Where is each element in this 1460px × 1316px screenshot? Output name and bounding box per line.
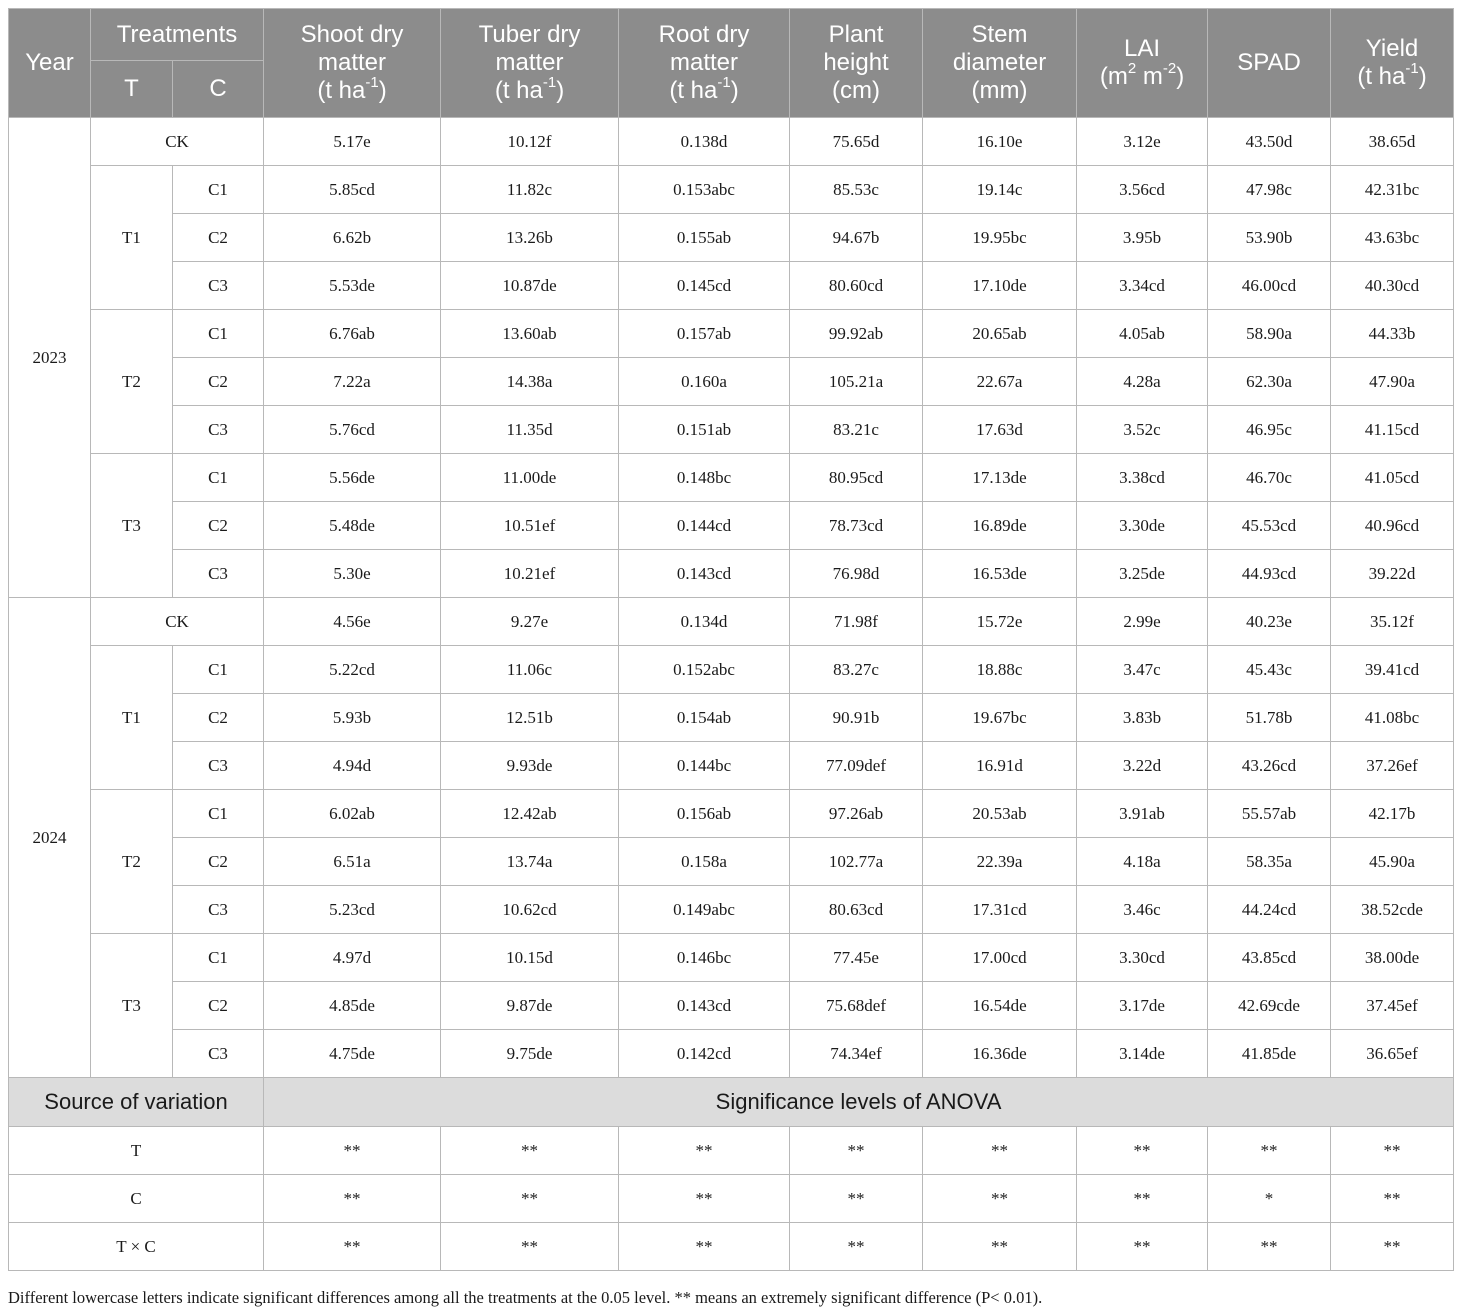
data-cell: 5.56de bbox=[264, 454, 441, 502]
data-cell: 19.95bc bbox=[923, 214, 1077, 262]
anova-header-row bbox=[9, 1078, 1454, 1127]
data-cell: 16.54de bbox=[923, 982, 1077, 1030]
data-cell: 0.151ab bbox=[619, 406, 790, 454]
data-cell: 6.02ab bbox=[264, 790, 441, 838]
anova-sig-cell: ** bbox=[1208, 1127, 1331, 1175]
anova-sig-cell: ** bbox=[1077, 1223, 1208, 1271]
data-cell: 16.36de bbox=[923, 1030, 1077, 1078]
header-stem-line1: Stem bbox=[971, 21, 1028, 48]
data-cell: 4.28a bbox=[1077, 358, 1208, 406]
header-yield-line1: Yield bbox=[1365, 35, 1419, 62]
data-cell: 41.08bc bbox=[1331, 694, 1454, 742]
table-container bbox=[8, 8, 1453, 1271]
data-cell: 80.60cd bbox=[790, 262, 923, 310]
data-cell: 11.35d bbox=[441, 406, 619, 454]
data-cell: 3.56cd bbox=[1077, 166, 1208, 214]
table-row bbox=[9, 550, 1454, 598]
data-cell: 16.10e bbox=[923, 118, 1077, 166]
data-cell: 10.12f bbox=[441, 118, 619, 166]
table-row bbox=[9, 694, 1454, 742]
header-yield-unit: (t $ha^{-1}$) bbox=[1357, 60, 1427, 90]
data-cell: 16.53de bbox=[923, 550, 1077, 598]
data-cell: 75.68def bbox=[790, 982, 923, 1030]
data-cell: 40.96cd bbox=[1331, 502, 1454, 550]
treatment-c-cell: C3 bbox=[173, 550, 264, 598]
data-cell: 3.30de bbox=[1077, 502, 1208, 550]
table-row bbox=[9, 646, 1454, 694]
anova-sig-cell: ** bbox=[923, 1175, 1077, 1223]
data-cell: 11.00de bbox=[441, 454, 619, 502]
data-cell: 0.157ab bbox=[619, 310, 790, 358]
data-cell: 0.143cd bbox=[619, 550, 790, 598]
header-stem-diameter bbox=[923, 9, 1077, 118]
data-cell: 10.21ef bbox=[441, 550, 619, 598]
treatment-t-cell: T3 bbox=[91, 454, 173, 598]
data-cell: 10.87de bbox=[441, 262, 619, 310]
data-cell: 3.14de bbox=[1077, 1030, 1208, 1078]
data-cell: 4.97d bbox=[264, 934, 441, 982]
treatment-t-cell: T1 bbox=[91, 646, 173, 790]
data-cell: 39.41cd bbox=[1331, 646, 1454, 694]
treatment-c-cell: C3 bbox=[173, 886, 264, 934]
data-cell: 71.98f bbox=[790, 598, 923, 646]
data-cell: 80.95cd bbox=[790, 454, 923, 502]
data-cell: 105.21a bbox=[790, 358, 923, 406]
data-cell: 16.89de bbox=[923, 502, 1077, 550]
data-cell: 77.09def bbox=[790, 742, 923, 790]
data-cell: 45.90a bbox=[1331, 838, 1454, 886]
data-cell: 0.158a bbox=[619, 838, 790, 886]
year-cell: 2024 bbox=[9, 598, 91, 1078]
table-row bbox=[9, 262, 1454, 310]
data-cell: 4.56e bbox=[264, 598, 441, 646]
data-cell: 0.134d bbox=[619, 598, 790, 646]
table-row bbox=[9, 358, 1454, 406]
data-cell: 3.95b bbox=[1077, 214, 1208, 262]
data-cell: 38.65d bbox=[1331, 118, 1454, 166]
data-cell: 20.65ab bbox=[923, 310, 1077, 358]
treatment-ck-cell: CK bbox=[91, 118, 264, 166]
data-cell: 0.143cd bbox=[619, 982, 790, 1030]
data-cell: 41.15cd bbox=[1331, 406, 1454, 454]
data-cell: 6.76ab bbox=[264, 310, 441, 358]
data-cell: 53.90b bbox=[1208, 214, 1331, 262]
data-cell: 6.51a bbox=[264, 838, 441, 886]
data-cell: 0.148bc bbox=[619, 454, 790, 502]
treatment-t-cell: T1 bbox=[91, 166, 173, 310]
anova-sig-cell: ** bbox=[923, 1223, 1077, 1271]
data-cell: 37.26ef bbox=[1331, 742, 1454, 790]
header-lai bbox=[1077, 9, 1208, 118]
data-cell: 0.144bc bbox=[619, 742, 790, 790]
data-cell: 85.53c bbox=[790, 166, 923, 214]
anova-sig-cell: ** bbox=[264, 1175, 441, 1223]
data-cell: 43.26cd bbox=[1208, 742, 1331, 790]
table-row bbox=[9, 1030, 1454, 1078]
data-cell: 43.85cd bbox=[1208, 934, 1331, 982]
anova-source-cell: C bbox=[9, 1175, 264, 1223]
data-cell: 38.00de bbox=[1331, 934, 1454, 982]
data-cell: 3.46c bbox=[1077, 886, 1208, 934]
data-cell: 18.88c bbox=[923, 646, 1077, 694]
data-cell: 0.152abc bbox=[619, 646, 790, 694]
data-cell: 0.160a bbox=[619, 358, 790, 406]
data-cell: 58.35a bbox=[1208, 838, 1331, 886]
anova-sig-cell: ** bbox=[790, 1127, 923, 1175]
data-cell: 6.62b bbox=[264, 214, 441, 262]
data-cell: 99.92ab bbox=[790, 310, 923, 358]
footnote: Different lowercase letters indicate significant differences among all the treatments at the 0.05 level. ** means an extremely significant difference (P< 0.01). bbox=[8, 1288, 1043, 1307]
data-cell: 4.18a bbox=[1077, 838, 1208, 886]
table-row bbox=[9, 790, 1454, 838]
data-cell: 38.52cde bbox=[1331, 886, 1454, 934]
data-cell: 7.22a bbox=[264, 358, 441, 406]
table-row bbox=[9, 742, 1454, 790]
anova-sig-cell: ** bbox=[441, 1127, 619, 1175]
anova-sig-cell: ** bbox=[441, 1223, 619, 1271]
anova-row bbox=[9, 1127, 1454, 1175]
anova-sig-cell: ** bbox=[619, 1175, 790, 1223]
treatment-c-cell: C1 bbox=[173, 454, 264, 502]
data-cell: 74.34ef bbox=[790, 1030, 923, 1078]
header-c: C bbox=[173, 61, 264, 118]
data-cell: 0.153abc bbox=[619, 166, 790, 214]
data-cell: 15.72e bbox=[923, 598, 1077, 646]
data-cell: 42.31bc bbox=[1331, 166, 1454, 214]
data-cell: 78.73cd bbox=[790, 502, 923, 550]
data-cell: 62.30a bbox=[1208, 358, 1331, 406]
data-cell: 77.45e bbox=[790, 934, 923, 982]
data-cell: 0.149abc bbox=[619, 886, 790, 934]
data-cell: 42.69cde bbox=[1208, 982, 1331, 1030]
data-cell: 5.48de bbox=[264, 502, 441, 550]
data-cell: 4.85de bbox=[264, 982, 441, 1030]
data-cell: 44.33b bbox=[1331, 310, 1454, 358]
anova-sig-cell: ** bbox=[790, 1175, 923, 1223]
data-cell: 97.26ab bbox=[790, 790, 923, 838]
data-cell: 10.62cd bbox=[441, 886, 619, 934]
data-cell: 3.38cd bbox=[1077, 454, 1208, 502]
header-spad: SPAD bbox=[1208, 9, 1331, 118]
header-tuber-line1: Tuber dry bbox=[478, 21, 581, 48]
data-cell: 10.51ef bbox=[441, 502, 619, 550]
data-cell: 75.65d bbox=[790, 118, 923, 166]
anova-sig-cell: ** bbox=[619, 1223, 790, 1271]
data-cell: 13.60ab bbox=[441, 310, 619, 358]
data-cell: 44.93cd bbox=[1208, 550, 1331, 598]
data-cell: 47.98c bbox=[1208, 166, 1331, 214]
anova-sig-cell: ** bbox=[1331, 1127, 1454, 1175]
data-cell: 5.22cd bbox=[264, 646, 441, 694]
data-cell: 55.57ab bbox=[1208, 790, 1331, 838]
anova-sig-cell: * bbox=[1208, 1175, 1331, 1223]
data-cell: 58.90a bbox=[1208, 310, 1331, 358]
table-row bbox=[9, 406, 1454, 454]
data-cell: 0.156ab bbox=[619, 790, 790, 838]
data-cell: 102.77a bbox=[790, 838, 923, 886]
data-cell: 5.30e bbox=[264, 550, 441, 598]
header-plant-line1: Plant bbox=[828, 21, 884, 48]
data-cell: 2.99e bbox=[1077, 598, 1208, 646]
treatment-c-cell: C1 bbox=[173, 790, 264, 838]
header-t: T bbox=[91, 61, 173, 118]
data-cell: 16.91d bbox=[923, 742, 1077, 790]
data-cell: 19.14c bbox=[923, 166, 1077, 214]
header-plant-unit: (cm) bbox=[832, 77, 880, 104]
anova-significance-label: Significance levels of ANOVA bbox=[264, 1078, 1454, 1127]
data-cell: 45.43c bbox=[1208, 646, 1331, 694]
data-cell: 36.65ef bbox=[1331, 1030, 1454, 1078]
data-cell: 41.05cd bbox=[1331, 454, 1454, 502]
table-row bbox=[9, 886, 1454, 934]
data-cell: 83.27c bbox=[790, 646, 923, 694]
anova-source-cell: T bbox=[9, 1127, 264, 1175]
data-cell: 3.52c bbox=[1077, 406, 1208, 454]
data-cell: 3.25de bbox=[1077, 550, 1208, 598]
anova-row bbox=[9, 1175, 1454, 1223]
data-cell: 43.63bc bbox=[1331, 214, 1454, 262]
header-root-dry-matter bbox=[619, 9, 790, 118]
table-row bbox=[9, 214, 1454, 262]
anova-sig-cell: ** bbox=[264, 1127, 441, 1175]
data-cell: 19.67bc bbox=[923, 694, 1077, 742]
header-yield bbox=[1331, 9, 1454, 118]
table-body bbox=[9, 118, 1454, 1271]
data-cell: 40.30cd bbox=[1331, 262, 1454, 310]
data-cell: 20.53ab bbox=[923, 790, 1077, 838]
data-cell: 9.27e bbox=[441, 598, 619, 646]
treatment-c-cell: C2 bbox=[173, 694, 264, 742]
header-root-line1: Root dry bbox=[658, 21, 750, 48]
data-cell: 0.138d bbox=[619, 118, 790, 166]
table-row bbox=[9, 598, 1454, 646]
table-row bbox=[9, 310, 1454, 358]
header-plant-height bbox=[790, 9, 923, 118]
data-cell: 94.67b bbox=[790, 214, 923, 262]
data-cell: 5.93b bbox=[264, 694, 441, 742]
anova-source-cell: T × C bbox=[9, 1223, 264, 1271]
data-cell: 80.63cd bbox=[790, 886, 923, 934]
table-row bbox=[9, 118, 1454, 166]
header-shoot-line1: Shoot dry bbox=[300, 21, 404, 48]
data-cell: 3.30cd bbox=[1077, 934, 1208, 982]
header-lai-unit: ($m^2$ $m^{-2}$) bbox=[1099, 60, 1185, 90]
data-cell: 46.95c bbox=[1208, 406, 1331, 454]
header-year: Year bbox=[9, 9, 91, 118]
data-cell: 3.22d bbox=[1077, 742, 1208, 790]
data-cell: 46.70c bbox=[1208, 454, 1331, 502]
table-row bbox=[9, 502, 1454, 550]
treatment-c-cell: C1 bbox=[173, 646, 264, 694]
year-cell: 2023 bbox=[9, 118, 91, 598]
data-cell: 5.17e bbox=[264, 118, 441, 166]
table-row bbox=[9, 838, 1454, 886]
data-cell: 44.24cd bbox=[1208, 886, 1331, 934]
results-table bbox=[8, 8, 1454, 1271]
anova-sig-cell: ** bbox=[1077, 1175, 1208, 1223]
treatment-c-cell: C3 bbox=[173, 406, 264, 454]
data-cell: 37.45ef bbox=[1331, 982, 1454, 1030]
treatment-t-cell: T2 bbox=[91, 790, 173, 934]
data-cell: 41.85de bbox=[1208, 1030, 1331, 1078]
data-cell: 9.93de bbox=[441, 742, 619, 790]
data-cell: 14.38a bbox=[441, 358, 619, 406]
anova-sig-cell: ** bbox=[619, 1127, 790, 1175]
treatment-c-cell: C2 bbox=[173, 502, 264, 550]
data-cell: 0.145cd bbox=[619, 262, 790, 310]
data-cell: 90.91b bbox=[790, 694, 923, 742]
anova-sig-cell: ** bbox=[264, 1223, 441, 1271]
data-cell: 0.144cd bbox=[619, 502, 790, 550]
data-cell: 39.22d bbox=[1331, 550, 1454, 598]
header-treatments: Treatments bbox=[91, 9, 264, 61]
anova-sig-cell: ** bbox=[790, 1223, 923, 1271]
header-lai-line1: LAI bbox=[1124, 35, 1161, 62]
header-stem-unit: (mm) bbox=[971, 77, 1028, 104]
anova-sig-cell: ** bbox=[1331, 1223, 1454, 1271]
data-cell: 17.31cd bbox=[923, 886, 1077, 934]
data-cell: 4.75de bbox=[264, 1030, 441, 1078]
data-cell: 11.82c bbox=[441, 166, 619, 214]
data-cell: 83.21c bbox=[790, 406, 923, 454]
data-cell: 45.53cd bbox=[1208, 502, 1331, 550]
data-cell: 5.76cd bbox=[264, 406, 441, 454]
treatment-c-cell: C3 bbox=[173, 742, 264, 790]
data-cell: 12.51b bbox=[441, 694, 619, 742]
data-cell: 3.47c bbox=[1077, 646, 1208, 694]
data-cell: 3.12e bbox=[1077, 118, 1208, 166]
data-cell: 0.142cd bbox=[619, 1030, 790, 1078]
data-cell: 3.83b bbox=[1077, 694, 1208, 742]
data-cell: 3.17de bbox=[1077, 982, 1208, 1030]
table-row bbox=[9, 934, 1454, 982]
anova-source-label: Source of variation bbox=[9, 1078, 264, 1127]
header-stem-line2: diameter bbox=[952, 49, 1047, 76]
data-cell: 5.85cd bbox=[264, 166, 441, 214]
anova-sig-cell: ** bbox=[1208, 1223, 1331, 1271]
data-cell: 76.98d bbox=[790, 550, 923, 598]
data-cell: 17.63d bbox=[923, 406, 1077, 454]
data-cell: 5.23cd bbox=[264, 886, 441, 934]
header-root-line2: matter bbox=[670, 49, 739, 76]
table-row bbox=[9, 166, 1454, 214]
treatment-c-cell: C2 bbox=[173, 214, 264, 262]
anova-sig-cell: ** bbox=[441, 1175, 619, 1223]
header-shoot-line2: matter bbox=[318, 49, 387, 76]
treatment-t-cell: T2 bbox=[91, 310, 173, 454]
table-row bbox=[9, 982, 1454, 1030]
treatment-c-cell: C3 bbox=[173, 262, 264, 310]
data-cell: 42.17b bbox=[1331, 790, 1454, 838]
header-plant-line2: height bbox=[823, 49, 889, 76]
data-cell: 11.06c bbox=[441, 646, 619, 694]
data-cell: 4.94d bbox=[264, 742, 441, 790]
treatment-ck-cell: CK bbox=[91, 598, 264, 646]
data-cell: 22.67a bbox=[923, 358, 1077, 406]
data-cell: 51.78b bbox=[1208, 694, 1331, 742]
header-root-unit: (t $ha^{-1}$) bbox=[669, 74, 739, 104]
data-cell: 9.75de bbox=[441, 1030, 619, 1078]
treatment-c-cell: C2 bbox=[173, 982, 264, 1030]
data-cell: 46.00cd bbox=[1208, 262, 1331, 310]
header-tuber-dry-matter bbox=[441, 9, 619, 118]
table-header bbox=[9, 9, 1454, 118]
treatment-c-cell: C1 bbox=[173, 934, 264, 982]
treatment-t-cell: T3 bbox=[91, 934, 173, 1078]
data-cell: 0.146bc bbox=[619, 934, 790, 982]
data-cell: 35.12f bbox=[1331, 598, 1454, 646]
header-tuber-unit: (t $ha^{-1}$) bbox=[494, 74, 565, 104]
data-cell: 17.00cd bbox=[923, 934, 1077, 982]
anova-sig-cell: ** bbox=[923, 1127, 1077, 1175]
table-row bbox=[9, 454, 1454, 502]
data-cell: 4.05ab bbox=[1077, 310, 1208, 358]
treatment-c-cell: C2 bbox=[173, 358, 264, 406]
data-cell: 13.26b bbox=[441, 214, 619, 262]
anova-sig-cell: ** bbox=[1331, 1175, 1454, 1223]
data-cell: 43.50d bbox=[1208, 118, 1331, 166]
data-cell: 0.155ab bbox=[619, 214, 790, 262]
header-tuber-line2: matter bbox=[495, 49, 564, 76]
data-cell: 10.15d bbox=[441, 934, 619, 982]
treatment-c-cell: C3 bbox=[173, 1030, 264, 1078]
header-shoot-unit: (t $ha^{-1}$) bbox=[317, 74, 387, 104]
treatment-c-cell: C2 bbox=[173, 838, 264, 886]
data-cell: 22.39a bbox=[923, 838, 1077, 886]
data-cell: 13.74a bbox=[441, 838, 619, 886]
data-cell: 3.91ab bbox=[1077, 790, 1208, 838]
data-cell: 40.23e bbox=[1208, 598, 1331, 646]
data-cell: 47.90a bbox=[1331, 358, 1454, 406]
data-cell: 17.10de bbox=[923, 262, 1077, 310]
data-cell: 12.42ab bbox=[441, 790, 619, 838]
anova-row bbox=[9, 1223, 1454, 1271]
data-cell: 5.53de bbox=[264, 262, 441, 310]
header-shoot-dry-matter bbox=[264, 9, 441, 118]
treatment-c-cell: C1 bbox=[173, 166, 264, 214]
anova-sig-cell: ** bbox=[1077, 1127, 1208, 1175]
data-cell: 0.154ab bbox=[619, 694, 790, 742]
treatment-c-cell: C1 bbox=[173, 310, 264, 358]
data-cell: 3.34cd bbox=[1077, 262, 1208, 310]
data-cell: 9.87de bbox=[441, 982, 619, 1030]
data-cell: 17.13de bbox=[923, 454, 1077, 502]
